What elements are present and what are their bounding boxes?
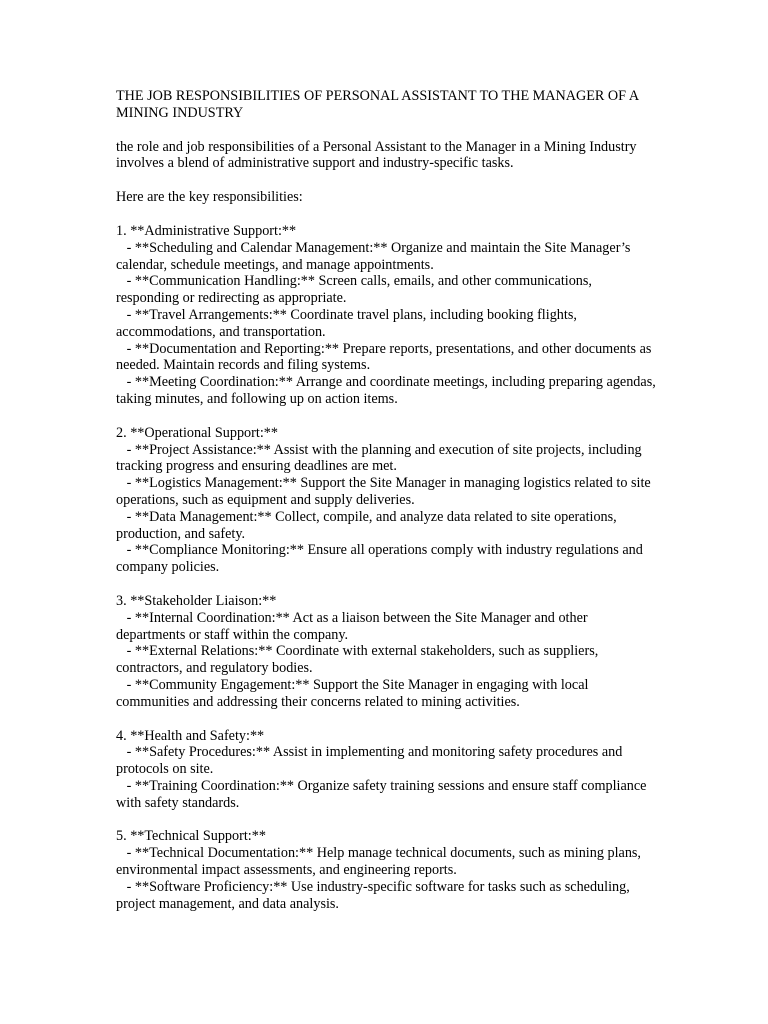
section-stakeholder-liaison xyxy=(116,593,656,711)
section-technical-support xyxy=(116,828,656,912)
section-administrative-support xyxy=(116,222,660,408)
section-operational-support xyxy=(116,425,656,576)
list-item: - **Internal Coordination:** Act as a liaison between the Site Manager and other departments or staff within the company. xyxy=(116,609,592,643)
document-page xyxy=(116,88,660,929)
list-item: - **Travel Arrangements:** Coordinate travel plans, including booking flights, accommodations, and transportation. xyxy=(116,306,581,340)
list-item: - **Technical Documentation:** Help manage technical documents, such as mining plans, environmental impact assessments, and engineering reports. xyxy=(116,845,645,879)
section-heading: 2. **Operational Support:** xyxy=(116,424,278,441)
list-item: - **Scheduling and Calendar Management:** Organize and maintain the Site Manager’s calendar, schedule meetings, and manage appointments. xyxy=(116,239,634,273)
section-heading: 1. **Administrative Support:** xyxy=(116,222,297,239)
list-item: - **Documentation and Reporting:** Prepare reports, presentations, and other documents as needed. Maintain records and filing systems. xyxy=(116,340,655,374)
list-item: - **Training Coordination:** Organize safety training sessions and ensure staff compliance with safety standards. xyxy=(116,777,651,811)
section-heading: 4. **Health and Safety:** xyxy=(116,727,265,744)
section-heading: 5. **Technical Support:** xyxy=(116,828,266,845)
lead-paragraph: Here are the key responsibilities: xyxy=(116,189,303,206)
list-item: - **Communication Handling:** Screen calls, emails, and other communications, responding or redirecting as appropriate. xyxy=(116,273,596,307)
list-item: - **Safety Procedures:** Assist in implementing and monitoring safety procedures and protocols on site. xyxy=(116,744,626,778)
list-item: - **External Relations:** Coordinate with external stakeholders, such as suppliers, contractors, and regulatory bodies. xyxy=(116,643,602,677)
list-item: - **Compliance Monitoring:** Ensure all operations comply with industry regulations and company policies. xyxy=(116,542,647,576)
section-heading: 3. **Stakeholder Liaison:** xyxy=(116,592,277,609)
list-item: - **Software Proficiency:** Use industry-specific software for tasks such as scheduling, project management, and data analysis. xyxy=(116,878,634,912)
section-health-and-safety xyxy=(116,728,656,812)
intro-paragraph: the role and job responsibilities of a Personal Assistant to the Manager in a Mining Industry involves a blend of administrative support and industry-specific tasks. xyxy=(116,138,637,172)
list-item: - **Meeting Coordination:** Arrange and coordinate meetings, including preparing agendas, taking minutes, and following up on action items. xyxy=(116,374,660,407)
list-item: - **Data Management:** Collect, compile, and analyze data related to site operations, production, and safety. xyxy=(116,508,621,542)
list-item: - **Project Assistance:** Assist with the planning and execution of site projects, including tracking progress and ensuring deadlines are met. xyxy=(116,441,646,475)
list-item: - **Community Engagement:** Support the Site Manager in engaging with local communities and addressing their concerns related to mining activities. xyxy=(116,676,592,710)
list-item: - **Logistics Management:** Support the Site Manager in managing logistics related to site operations, such as equipment and supply deliveries. xyxy=(116,475,655,508)
document-title: THE JOB RESPONSIBILITIES OF PERSONAL ASSISTANT TO THE MANAGER OF A MINING INDUSTRY xyxy=(116,88,639,121)
